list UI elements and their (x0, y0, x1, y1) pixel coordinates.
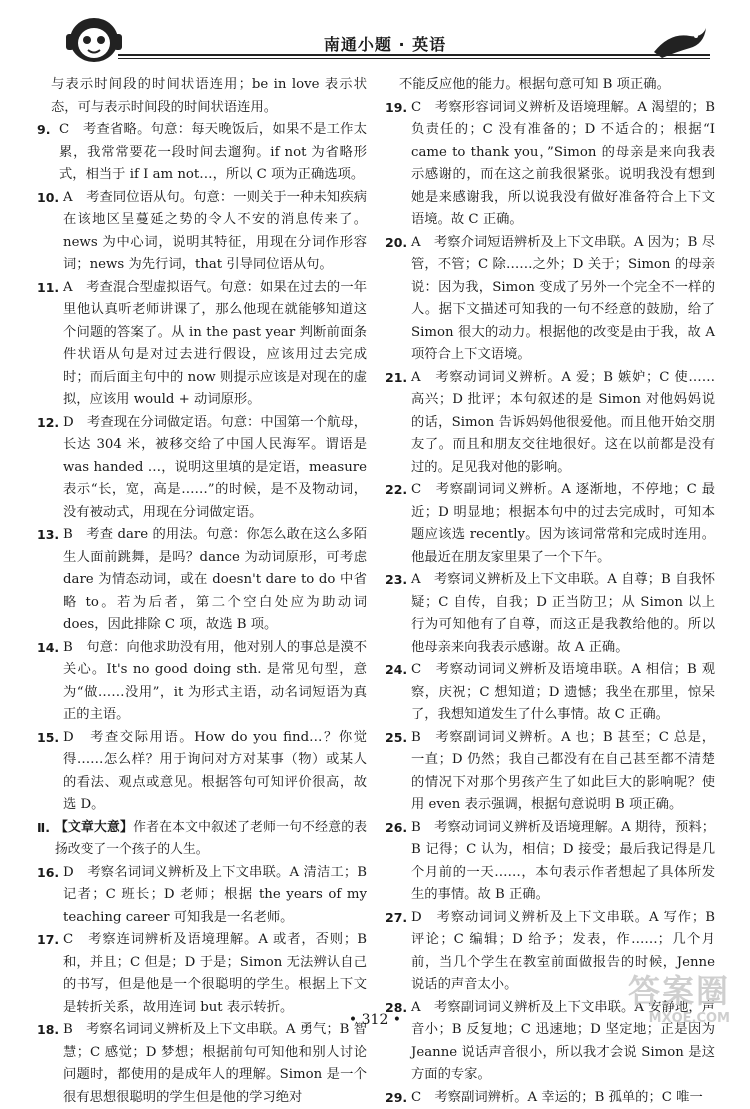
item-text: B 考察副词词义辨析。A 也；B 甚至；C 总是，一直；D 仍然；我自己都没有在自己甚至都不清楚的情况下对那个男孩产生了如此巨大的影响呢？使用 even 表示强调，根据句意说明 B 项正确。 (411, 727, 715, 817)
left-column (37, 74, 367, 1109)
item-text: C 考察连词辨析及语境理解。A 或者，否则；B 和，并且；C 但是；D 于是；Simon 无法辨认自己的书写，但是他是一个很聪明的学生。根据上下文是转折关系，故用连词 but 表示转折。 (63, 929, 367, 1019)
section-text: 作者在本文中叙述了老师一句不经意的表扬改变了一个孩子的人生。 (55, 820, 367, 858)
answer-item-18 (37, 1019, 367, 1109)
page-number: • 312 • (0, 1012, 750, 1028)
answer-item-14 (37, 637, 367, 727)
answer-item-9 (37, 119, 367, 187)
answer-item-26 (385, 817, 715, 907)
item-number: 26. (385, 817, 411, 907)
item-text: B 考察名词词义辨析及上下文串联。A 勇气；B 智慧；C 感觉；D 梦想；根据前句可知他和别人讨论问题时，都使用的是成年人的理解。Simon 是一个很有思想很聪明的学生但是他的学习绝对 (63, 1019, 367, 1109)
item-text: B 考查 dare 的用法。句意：你怎么敢在这么多陌生人面前跳舞，是吗？dance 为动词原形，可考虑 dare 为情态动词，或在 doesn't dare to do 中省略 to。若为后者，第二个空白处应为助动词 does，因此排除 C 项，故选 B 项。 (63, 524, 367, 637)
item-text: A 考察动词词义辨析。A 爱；B 嫉妒；C 使……高兴；D 批评；本句叙述的是 Simon 对他妈妈说的话，Simon 告诉妈妈他很爱他。而且他开始交朋友了。而且和朋友交往地很好。这在以前都是没有过的。足见我对他的影响。 (411, 367, 715, 480)
answer-item-16 (37, 862, 367, 930)
answer-item-29 (385, 1087, 715, 1109)
answer-item-20 (385, 232, 715, 367)
item-text: A 考察词义辨析及上下文串联。A 自尊；B 自我怀疑；C 自传，自我；D 正当防卫；从 Simon 以上行为可知他有了自尊，而这正是我教给他的。所以他母亲来向我表示感谢。故 A 正确。 (411, 569, 715, 659)
answer-item-13 (37, 524, 367, 637)
item-text: C 考查省略。句意：每天晚饭后，如果不是工作太累，我常常要花一段时间去遛狗。if not 为省略形式，相当于 if I am not…，所以 C 项为正确选项。 (59, 119, 367, 187)
answer-item-17 (37, 929, 367, 1019)
answer-item-24 (385, 659, 715, 727)
item-text: C 考察动词词义辨析及语境串联。A 相信；B 观察，庆祝；C 想知道；D 遗憾；我坐在那里，惊呆了，我想知道发生了什么事情。故 C 正确。 (411, 659, 715, 727)
continued-text: 不能反应他的能力。根据句意可知 B 项正确。 (385, 74, 715, 97)
answer-item-10 (37, 187, 367, 277)
answer-item-15 (37, 727, 367, 817)
item-number: 12. (37, 412, 63, 525)
section-label: 【文章大意】 (55, 820, 133, 835)
section-number: Ⅱ. (37, 817, 55, 862)
item-number: 24. (385, 659, 411, 727)
item-number: 14. (37, 637, 63, 727)
item-text: C 考察副词词义辨析。A 逐渐地，不停地；C 最近；D 明显地；根据本句中的过去完成时，可知本题应该选 recently。因为该词常常和完成时连用。他最近在朋友家里果了一个下午。 (411, 479, 715, 569)
answer-item-22 (385, 479, 715, 569)
item-text: A 考察介词短语辨析及上下文串联。A 因为；B 尽管，不管；C 除……之外；D 关于；Simon 的母亲说：因为我，Simon 变成了另外一个完全不一样的人。据下文描述可知我的一句不经意的鼓励，给了 Simon 很大的动力。根据他的改变是由于我，故 A 项符合上下文语境。 (411, 232, 715, 367)
watermark (610, 971, 730, 1041)
answer-item-21 (385, 367, 715, 480)
item-number: 10. (37, 187, 63, 277)
item-text: C 考察形容词词义辨析及语境理解。A 渴望的；B 负责任的；C 没有准备的；D 不适合的；根据“I came to thank you，”Simon 的母亲是来向我表示感谢的，而在这之前我很紧张。说明我没有想到她是来感谢我，所以说我没有做好准备符合上下文语境。故 C 正确。 (411, 97, 715, 232)
item-text: D 考查交际用语。How do you find…？你觉得……怎么样？用于询问对方对某事（物）或某人的看法、观点或意见。根据答句可知评价很高，故选 D。 (63, 727, 367, 817)
answer-item-11 (37, 277, 367, 412)
item-number: 28. (385, 997, 411, 1087)
item-number: 29. (385, 1087, 411, 1109)
item-number: 9. (37, 119, 59, 187)
item-text: B 句意：向他求助没有用，他对别人的事总是漠不关心。It's no good doing sth. 是常见句型，意为“做……没用”，it 为形式主语，动名词短语为真正的主语。 (63, 637, 367, 727)
bird-logo-icon (650, 22, 710, 62)
section-summary (37, 817, 367, 862)
item-text: D 考查现在分词做定语。句意：中国第一个航母，长达 304 米，被移交给了中国人民海军。谓语是 was handed …，说明这里填的是定语，measure 表示“长，宽，高是……”的时候，是不及物动词，没有被动式，用现在分词做定语。 (63, 412, 367, 525)
item-text: A 考查混合型虚拟语气。句意：如果在过去的一年里他认真听老师讲课了，那么他现在就能够知道这个问题的答案了。从 in the past year 判断前面条件状语从句是对过去进行假设，应该用过去完成时；而后面主句中的 now 则提示应该是对现在的虚拟，应该用 would + 动词原形。 (63, 277, 367, 412)
answer-item-12 (37, 412, 367, 525)
answer-item-23 (385, 569, 715, 659)
item-text: A 考察副词词义辨析及上下文串联。A 安静地，声音小；B 反复地；C 迅速地；D 坚定地；正是因为 Jeanne 说话声音很小，所以我才会说 Simon 是这方面的专家。 (411, 997, 715, 1087)
right-column (385, 74, 715, 1109)
item-number: 11. (37, 277, 63, 412)
item-number: 16. (37, 862, 63, 930)
watermark-url: MXQE.COM (610, 1011, 730, 1026)
item-text: D 考察动词词义辨析及上下文串联。A 写作；B 评论；C 编辑；D 给予；发表，作……；几个月前，当几个学生在教室前面做报告的时候，Jenne 说话的声音太小。 (411, 907, 715, 997)
item-number: 20. (385, 232, 411, 367)
item-number: 17. (37, 929, 63, 1019)
answer-item-19 (385, 97, 715, 232)
answer-item-25 (385, 727, 715, 817)
page-header (60, 10, 710, 70)
item-text: A 考查同位语从句。句意：一则关于一种未知疾病在该地区呈蔓延之势的令人不安的消息传来了。news 为中心词，说明其特征，用现在分词作形容词；news 为先行词，that 引导同位语从句。 (63, 187, 367, 277)
item-number: 18. (37, 1019, 63, 1109)
continued-text: 与表示时间段的时间状语连用；be in love 表示状态，可与表示时间段的时间状语连用。 (37, 74, 367, 119)
item-number: 22. (385, 479, 411, 569)
item-number: 21. (385, 367, 411, 480)
item-text: B 考察动词词义辨析及语境理解。A 期待，预料；B 记得；C 认为，相信；D 接受；最后我记得是几个月前的一天……，本句表示作者想起了具体所发生的事情。故 B 正确。 (411, 817, 715, 907)
header-title: 南通小题 · 英语 (60, 32, 710, 55)
watermark-logo-text: 答案圈 (610, 971, 730, 1011)
item-text: C 考察副词辨析。A 幸运的；B 孤单的；C 唯一 (411, 1087, 715, 1109)
item-number: 19. (385, 97, 411, 232)
item-number: 23. (385, 569, 411, 659)
item-number: 15. (37, 727, 63, 817)
item-text: D 考察名词词义辨析及上下文串联。A 清洁工；B 记者；C 班长；D 老师；根据 the years of my teaching career 可知我是一名老师。 (63, 862, 367, 930)
header-rule-thin (118, 58, 710, 59)
item-number: 25. (385, 727, 411, 817)
section-body (55, 817, 367, 862)
item-number: 27. (385, 907, 411, 997)
item-number: 13. (37, 524, 63, 637)
